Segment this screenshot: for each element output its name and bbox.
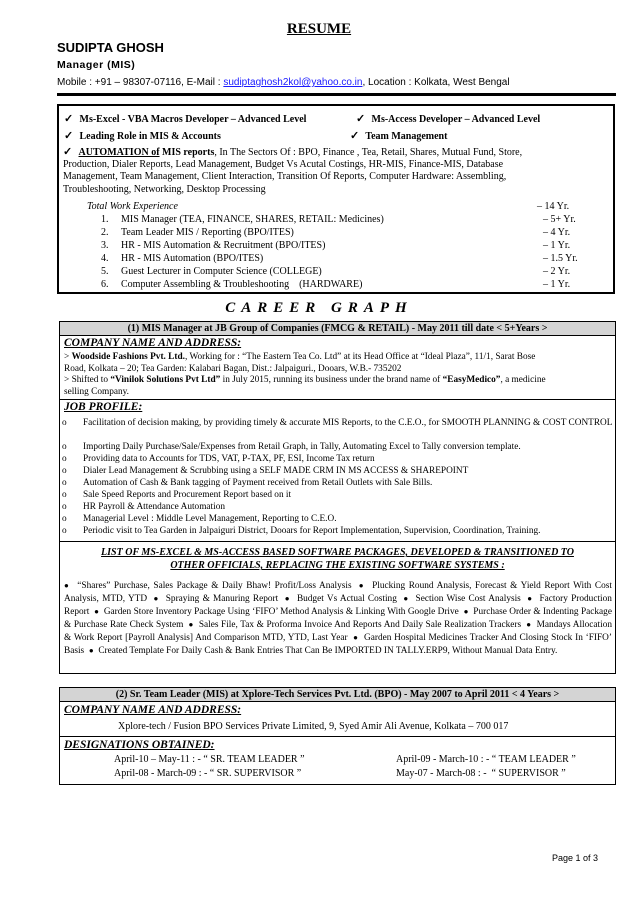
skill-check-3: ✓ Leading Role in MIS & Accounts bbox=[64, 130, 221, 142]
packages-list: ● “Shares” Purchase, Sales Package & Daily Bhaw! Profit/Loss Analysis ● Plucking Round Analysis, Forecast & Yield Report With Cost Analysis, MTD, YTD ● Spraying & Manuring Report ● Budget Vs Actual Costing ● Section Wise Cost Analysis ● Factory Production Report ● Garden Store Inventory Package Using ‘FIFO’ Method Analysis & Linking With Google Drive ● Purchase Order & Indenting Package & Purchase Rate Check System ● Sales File, Tax & Proforma Invoice And Reports And Daily Sale Realization Trackers ● Mandays Allocation & Work Report [Payroll Analysis] And Comparison MTD, YTD, Last Year ● Garden Hospital Medicines Tracker And Closing Stock In ‘FIFO’ Basis ● Created Template For Daily Cash & Bank Entries That Can Be IMPORTED IN TALLY.ERP9, Without Manual Data Entry. bbox=[64, 581, 612, 656]
automation-paragraph: ✓ AUTOMATION of MIS reports, In The Sectors Of : BPO, Finance , Tea, Retail, Shares, Mutual Fund, Store, Production, Dialer Reports, Lead Management, Budget Vs Acutal Costings, HR-MIS, Finance-MIS, Database Management, Team Management, Client Interaction, Transition Of Reports, Computer Hardware: Assembling, Troubleshooting, Networking, Desktop Processing bbox=[63, 146, 523, 195]
bullet-icon: ● bbox=[88, 645, 94, 655]
profile-item: o Periodic visit to Tea Garden in Jalpaiguri District, Dooars for Report Implementation, Supervision, Coordination, Training. bbox=[62, 526, 541, 536]
total-experience-label: Total Work Experience bbox=[87, 201, 178, 212]
job1-profile-heading: JOB PROFILE: bbox=[64, 401, 143, 413]
designation-entry: April-10 – May-11 : - “ SR. TEAM LEADER ” bbox=[114, 754, 305, 765]
total-experience-value: – 14 Yr. bbox=[537, 201, 570, 212]
profile-item: o Dialer Lead Management & Scrubbing using a SELF MADE CRM IN MS ACCESS & SHAREPOINT bbox=[62, 466, 469, 476]
profile-item: o Sale Speed Reports and Procurement Report based on it bbox=[62, 490, 292, 500]
profile-item: o Importing Daily Purchase/Sale/Expenses from Retail Graph, in Tally, Automating Excel to Tally conversion template. bbox=[62, 442, 521, 452]
profile-item: o Automation of Cash & Bank tagging of Payment received from Retail Outlets with Sale Bills. bbox=[62, 478, 433, 488]
skill-check-2: ✓ Ms-Access Developer – Advanced Level bbox=[356, 113, 541, 125]
bullet-icon: ● bbox=[94, 606, 100, 616]
experience-text: Guest Lecturer in Computer Science (COLLEGE) bbox=[121, 266, 322, 277]
bullet-icon: ● bbox=[64, 581, 71, 590]
experience-num: 3. bbox=[101, 240, 109, 251]
experience-text: Team Leader MIS / Reporting (BPO/ITES) bbox=[121, 227, 294, 238]
job1-company-heading: COMPANY NAME AND ADDRESS: bbox=[64, 337, 242, 349]
mobile-label: Mobile : bbox=[57, 77, 93, 88]
mobile-number: +91 – 98307-07116, bbox=[94, 77, 184, 88]
job2-company-heading: COMPANY NAME AND ADDRESS: bbox=[64, 704, 242, 716]
job1-company-box bbox=[59, 335, 616, 400]
job2-designations-heading: DESIGNATIONS OBTAINED: bbox=[64, 739, 215, 751]
experience-years: – 1.5 Yr. bbox=[543, 253, 578, 264]
bullet-icon: ● bbox=[358, 581, 365, 590]
skill-check-4: ✓ Team Management bbox=[350, 130, 448, 142]
experience-years: – 1 Yr. bbox=[543, 279, 571, 290]
experience-num: 2. bbox=[101, 227, 109, 238]
experience-years: – 2 Yr. bbox=[543, 266, 571, 277]
designation-entry: May-07 - March-08 : - “ SUPERVISOR ” bbox=[396, 768, 566, 779]
header-divider bbox=[57, 93, 616, 96]
job2-designations-box bbox=[59, 736, 616, 785]
profile-item: o Providing data to Accounts for TDS, VAT, P-TAX, PF, ESI, Income Tax return bbox=[62, 454, 375, 464]
bullet-icon: ● bbox=[403, 593, 410, 603]
experience-num: 6. bbox=[101, 279, 109, 290]
experience-years: – 1 Yr. bbox=[543, 240, 571, 251]
contact-line bbox=[57, 77, 510, 88]
check-icon: ✓ bbox=[64, 130, 74, 142]
candidate-name: SUDIPTA GHOSH bbox=[57, 40, 164, 55]
page-number: Page 1 of 3 bbox=[552, 853, 599, 863]
bullet-icon: ● bbox=[353, 632, 359, 642]
experience-text: HR - MIS Automation (BPO/ITES) bbox=[121, 253, 264, 264]
job2-title-bar: (2) Sr. Team Leader (MIS) at Xplore-Tech Services Pvt. Ltd. (BPO) - May 2007 to April 2011 < 4 Years > bbox=[59, 687, 616, 702]
career-graph-heading: CAREER GRAPH bbox=[225, 300, 413, 316]
profile-item: o HR Payroll & Attendance Automation bbox=[62, 502, 226, 512]
job2-company-name: Xplore-tech / Fusion BPO Services Private Limited, 9, Syed Amir Ali Avenue, Kolkata – 700 017 bbox=[118, 721, 509, 732]
job1-packages-box bbox=[59, 541, 616, 674]
job1-title-bar: (1) MIS Manager at JB Group of Companies (FMCG & RETAIL) - May 2011 till date < 5+Years > bbox=[59, 321, 616, 336]
experience-num: 4. bbox=[101, 253, 109, 264]
experience-num: 5. bbox=[101, 266, 109, 277]
bullet-icon: ● bbox=[284, 593, 291, 603]
bullet-icon: ● bbox=[526, 619, 532, 629]
profile-item: o Managerial Level : Middle Level Management, Reporting to C.E.O. bbox=[62, 514, 337, 524]
experience-years: – 4 Yr. bbox=[543, 227, 571, 238]
email-link[interactable]: sudiptaghosh2kol@yahoo.co.in bbox=[223, 77, 363, 88]
experience-text: Computer Assembling & Troubleshooting (HARDWARE) bbox=[121, 279, 363, 290]
skill-check-1: ✓ Ms-Excel - VBA Macros Developer – Advanced Level bbox=[64, 113, 307, 125]
designation-entry: April-09 - March-10 : - “ TEAM LEADER ” bbox=[396, 754, 576, 765]
candidate-role: Manager (MIS) bbox=[57, 59, 136, 71]
bullet-icon: ● bbox=[463, 606, 469, 616]
job1-company-details: > Woodside Fashions Pvt. Ltd., Working for : “The Eastern Tea Co. Ltd” at its Head Office at “Ideal Plaza”, 11/1, Sarat Bose Road, Kolkata – 20; Tea Garden: Kalabari Bagan, Dist.: Jalpaiguri., Dooars, W.B.- 735202 > Shifted to “Vinilok Solutions Pvt Ltd” in July 2015, running its business under the brand name of “EasyMedico”, a medicine selling Company. bbox=[64, 352, 546, 397]
check-icon: ✓ bbox=[350, 130, 360, 142]
check-icon: ✓ bbox=[63, 146, 73, 158]
location-text: , Location : Kolkata, West Bengal bbox=[362, 77, 510, 88]
bullet-icon: ● bbox=[188, 619, 194, 629]
job2-company-box bbox=[59, 701, 616, 737]
check-icon: ✓ bbox=[64, 113, 74, 125]
experience-text: HR - MIS Automation & Recruitment (BPO/ITES) bbox=[121, 240, 326, 251]
experience-num: 1. bbox=[101, 214, 109, 225]
designation-entry: April-08 - March-09 : - “ SR. SUPERVISOR ” bbox=[114, 768, 302, 779]
document-title: RESUME bbox=[286, 21, 352, 37]
experience-years: – 5+ Yr. bbox=[543, 214, 576, 225]
skills-summary-box bbox=[57, 104, 615, 294]
profile-item: o Facilitation of decision making, by providing timely & accurate MIS Reports, to the C.E.O., for SMOOTH PLANNING & COST CONTROL bbox=[62, 418, 613, 428]
packages-heading: LIST OF MS-EXCEL & MS-ACCESS BASED SOFTWARE PACKAGES, DEVELOPED & TRANSITIONED TO OTHER OFFICIALS, REPLACING THE EXISTING SOFTWARE SYSTEMS : bbox=[101, 547, 574, 571]
email-label: E-Mail : bbox=[186, 77, 221, 88]
experience-text: MIS Manager (TEA, FINANCE, SHARES, RETAIL: Medicines) bbox=[121, 214, 384, 225]
bullet-icon: ● bbox=[527, 593, 534, 603]
bullet-icon: ● bbox=[153, 593, 160, 603]
check-icon: ✓ bbox=[356, 113, 366, 125]
